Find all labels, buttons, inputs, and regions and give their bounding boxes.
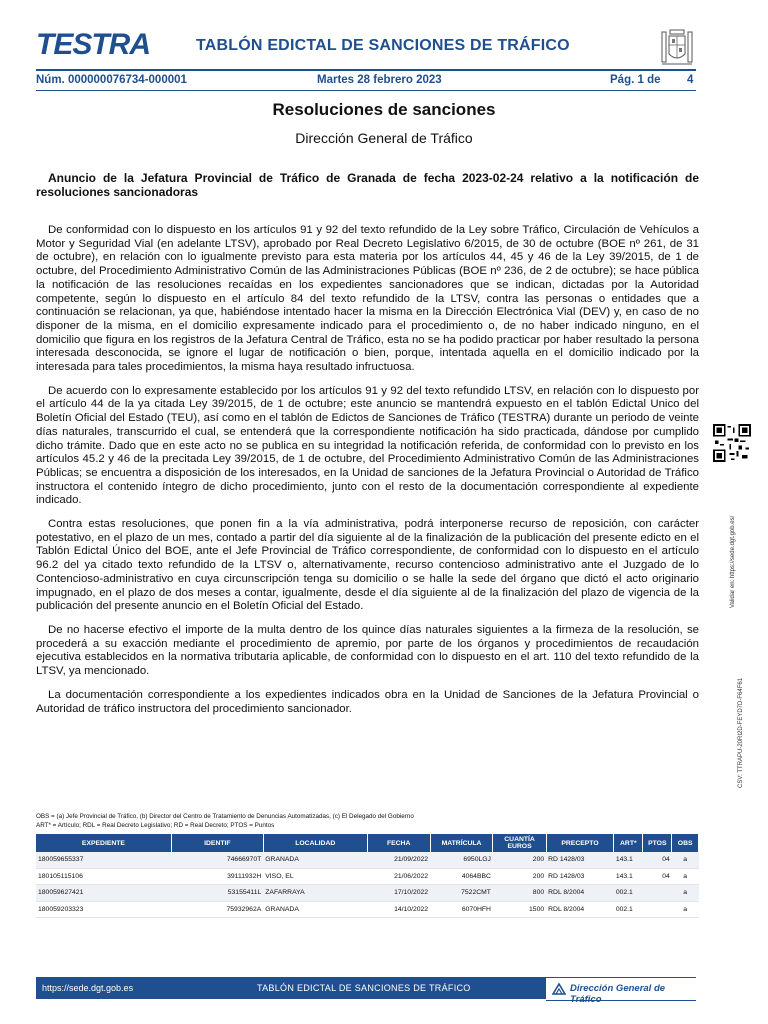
announcement-heading: Anuncio de la Jefatura Provincial de Tráfico de Granada de fecha 2023-02-24 relativo a la notificación de resoluciones sancionadoras [36, 171, 699, 199]
cell-cuantia: 200 [493, 868, 546, 885]
column-header: LOCALIDAD [263, 834, 367, 852]
page: TESTRA TABLÓN EDICTAL DE SANCIONES DE TRÁFICO Núm. 000000076734-000001 Martes 28 febrero 2023 Pág. 1 de 4 Resoluciones de sanciones Dirección General de Tráfico Anuncio de la Jefatura Provincial de Tráfico de Granada de fecha 2023-02-24 relativo a la notificación de resoluciones sancionadoras De conformidad con lo dispuesto en los artículos 91 y 92 del texto refundido de la Ley sobre Tráfico, Circulación de Vehículos a Motor y Seguridad Vial (en adelante LTSV), aprobado por Real Decreto Legislativo 6/2015, de 30 de octubre (BOE nº 261, de 31 de octubre), en relación con lo igualmente previsto para esta materia por los artículos 44, 45 y 46 de la Ley 39/2015, de 1 de octubre, del Procedimiento Administrativo Común de las Administraciones Públicas (BOE nº 236, de 2 de octubre); se hace pública la notificación de las resoluciones recaídas en los expedientes sancionadores que se indican, dictadas por la Autoridad competente, según lo dispuesto en el artículo 84 del texto refundido de la LTSV, contra las personas o entidades que a continuación se relacionan, ya que, habiéndose intentado hacer la misma en la Dirección Electrónica Vial (DEV) y, en caso de no disponer de la misma, en el domicilio expresamente indicado para el procedimiento o, de no haber indicado ninguno, en el domicilio que figura en los registros de la Jefatura Central de Tráfico, esta no se ha podido practicar por haber resultado la persona interesada desconocida, se ignore el lugar de notificación o bien, porque, intentada aquella en el domicilio indicado por la interesada para tales procedimientos, la misma haya resultado infructuosa. De acuerdo con lo expresamente establecido por los artículos 91 y 92 del texto refundido LTSV, en relación con lo dispuesto por el artículo 44 de la ya citada Ley 39/2015, de 1 de octubre; este anuncio se mantendrá expuesto en el tablón Edictal Unico del Boletín Oficial del Estado (TEU), así como en el tablón de Edictos de Sanciones de Tráfico (TESTRA) durante un periodo de veinte días naturales, transcurrido el cual, se entenderá que la correspondiente notificación ha sido practicada, dándose por cumplido dicho trámite. Dado que en este acto no se publica en su integridad la notificación referida, de conformidad con lo previsto en los artículos 45.2 y 46 de la precitada Ley 39/2015, de 1 de octubre, del Procedimiento Administrativo Común de las Administraciones Públicas; se encuentra a disposición de los interesados, en la Unidad de sanciones de la Jefatura Provincial o Autoridad de Tráfico instructora el contenido íntegro de dicho procedimiento, junto con el resto de la documentación correspondiente al expediente indicado. Contra estas resoluciones, que ponen fin a la vía administrativa, podrá interponerse recurso de reposición, con carácter potestativo, en el plazo de un mes, contado a partir del día siguiente al de la finalización de la publicación del presente edicto en el Tablón Edictal Único del BOE, ante el Jefe Provincial de Tráfico correspondiente, de conformidad con lo dispuesto en el artículo 96.2 del ya citado texto refundido de la LTSV o, alternativamente, recurso contencioso administrativo ante el Juzgado de lo Contencioso-administrativo en cuya circunscripción tenga su domicilio o se halle la sede del órgano que dictó el acto originario impugnado, en el plazo de dos meses a contar, igualmente, desde el día siguiente al de la finalización del plazo de vigencia de la publicación del presente anuncio en el Boletín Oficial del Estado. De no hacerse efectivo el importe de la multa dentro de los quince días naturales siguientes a la firmeza de la resolución, se procederá a su exacción mediante el procedimiento de apremio, por parte de los órganos y procedimientos de recaudación ejecutiva establecidos en la normativa tributaria aplicable, de conformidad con lo dispuesto en el art. 110 del texto refundido de la LTSV, ya mencionado. La documentación correspondiente a los expedientes indicados obra en la Unidad de Sanciones de la Jefatura Provincial o Autoridad de tráfico instructora del procedimiento sancionador. Validar en: https://sede.dgt.gob.es/ CSV: TTRAPU-20RI2D-FEYD7D-F64F61 OBS = (a) Jefe Provincial de Tráfico, (b) Director del Centro de Tratamiento de Denuncias Automatizadas, (c) El Delegado del Gobierno ART* = Artículo; RDL = Real Decreto Legislativo; RD = Real Decreto; PTOS = Puntos EXPEDIENTE IDENTIF LOCALIDAD FECHA MATRÍCULA CUANTÍA EUROS PRECEPTO ART* PTOS OBS 180059655337 74666970T GRANADA 21/09/2022 6950LGJ 200 RD 1428/03 143.1 04 a 180105115106 39111932H VISO, EL 21/06/2022 4064BBC 200 RD 1428/03 143.1 04 a 180059627421 53155411L ZAFARRAYA 17/10/2022 7522CMT 800 RDL 8/2004 002.1 a 180059203323 75932962A GRANADA 14/10/2022 6070HFH 1500 RDL 8/2004 002.1 a https://sede.dgt.gob.es TABLÓN EDICTAL DE SANCIONES DE TRÁFICO Dirección General de Tráfico [0, 0, 768, 1024]
page-label: Pág. 1 de [610, 74, 661, 86]
footer-title: TABLÓN EDICTAL DE SANCIONES DE TRÁFICO [257, 983, 471, 993]
cell-obs: a [672, 885, 699, 902]
cell-ptos: 04 [643, 852, 672, 868]
cell-identif: 39111932H [171, 868, 263, 885]
header-rule [36, 69, 696, 71]
page-total: 4 [687, 74, 694, 86]
paragraph: De acuerdo con lo expresamente establecido por los artículos 91 y 92 del texto refundido LTSV, en relación con lo dispuesto por el artículo 44 de la ya citada Ley 39/2015, de 1 de octubre; este anuncio se mantendrá expuesto en el tablón Edictal Unico del Boletín Oficial del Estado (TEU), así como en el tablón de Edictos de Sanciones de Tráfico (TESTRA) durante un periodo de veinte días naturales, transcurrido el cual, se entenderá que la correspondiente notificación ha sido practicada, dándose por cumplido dicho trámite. Dado que en este acto no se publica en su integridad la notificación referida, de conformidad con lo previsto en los artículos 45.2 y 46 de la precitada Ley 39/2015, de 1 de octubre, del Procedimiento Administrativo Común de las Administraciones Públicas; se encuentra a disposición de los interesados, en la Unidad de sanciones de la Jefatura Provincial o Autoridad de Tráfico instructora el contenido íntegro de dicho procedimiento, junto con el resto de la documentación correspondiente al expediente indicado. [36, 384, 699, 507]
column-header: PRECEPTO [546, 834, 614, 852]
cell-identif: 74666970T [171, 852, 263, 868]
meta-bar [36, 74, 696, 90]
cell-matricula: 6950LGJ [430, 852, 493, 868]
paragraph: La documentación correspondiente a los expedientes indicados obra en la Unidad de Sanciones de la Jefatura Provincial o Autoridad de tráfico instructora del procedimiento sancionador. [36, 688, 699, 715]
cell-localidad: GRANADA [263, 852, 367, 868]
cell-precepto: RDL 8/2004 [546, 901, 614, 918]
footer-bar [36, 977, 696, 1005]
cell-art: 002.1 [614, 901, 643, 918]
cell-identif: 53155411L [171, 885, 263, 902]
cell-expediente: 180059203323 [36, 901, 171, 918]
cell-fecha: 17/10/2022 [367, 885, 430, 902]
document-body [36, 224, 699, 726]
meta-rule [36, 90, 696, 91]
column-header: ART* [614, 834, 643, 852]
cell-expediente: 180059655337 [36, 852, 171, 868]
qr-code-icon[interactable] [713, 424, 751, 462]
table-row [36, 868, 699, 885]
dgt-logo [546, 977, 696, 1005]
publication-date: Martes 28 febrero 2023 [317, 74, 442, 86]
document-title: Resoluciones de sanciones [272, 100, 496, 119]
sanctions-table [36, 834, 699, 918]
coat-of-arms-icon [658, 26, 696, 70]
cell-fecha: 21/06/2022 [367, 868, 430, 885]
table-row [36, 852, 699, 868]
footer-url-link[interactable]: https://sede.dgt.gob.es [42, 983, 134, 993]
table-row [36, 901, 699, 918]
legend-obs: OBS = (a) Jefe Provincial de Tráfico, (b) Director del Centro de Tratamiento de Denuncias Automatizadas, (c) El Delegado del Gobierno [36, 813, 414, 820]
table-row [36, 885, 699, 902]
cell-fecha: 14/10/2022 [367, 901, 430, 918]
cell-art: 143.1 [614, 868, 643, 885]
table-header-row [36, 834, 699, 852]
testra-logo: TESTRA [36, 28, 150, 61]
cell-ptos: 04 [643, 868, 672, 885]
column-header: PTOS [643, 834, 672, 852]
header-title: TABLÓN EDICTAL DE SANCIONES DE TRÁFICO [196, 37, 570, 54]
cell-art: 002.1 [614, 885, 643, 902]
cell-cuantia: 800 [493, 885, 546, 902]
cell-cuantia: 200 [493, 852, 546, 868]
cell-matricula: 6070HFH [430, 901, 493, 918]
column-header: EXPEDIENTE [36, 834, 171, 852]
paragraph: Contra estas resoluciones, que ponen fin a la vía administrativa, podrá interponerse recurso de reposición, con carácter potestativo, en el plazo de un mes, contado a partir del día siguiente al de la finalización de la publicación del presente edicto en el Tablón Edictal Único del BOE, ante el Jefe Provincial de Tráfico correspondiente, de conformidad con lo dispuesto en el artículo 96.2 del ya citado texto refundido de la LTSV o, alternativamente, recurso contencioso administrativo ante el Juzgado de lo Contencioso-administrativo en cuya circunscripción tenga su domicilio o se halle la sede del órgano que dictó el acto originario impugnado, en el plazo de dos meses a contar, igualmente, desde el día siguiente al de la finalización del plazo de vigencia de la publicación del presente anuncio en el Boletín Oficial del Estado. [36, 518, 699, 613]
dgt-emblem-icon [552, 982, 566, 996]
cell-ptos [643, 885, 672, 902]
column-header: FECHA [367, 834, 430, 852]
column-header: OBS [672, 834, 699, 852]
cell-localidad: VISO, EL [263, 868, 367, 885]
document-subtitle: Dirección General de Tráfico [295, 130, 473, 146]
cell-fecha: 21/09/2022 [367, 852, 430, 868]
cell-expediente: 180105115106 [36, 868, 171, 885]
paragraph: De conformidad con lo dispuesto en los artículos 91 y 92 del texto refundido de la Ley sobre Tráfico, Circulación de Vehículos a Motor y Seguridad Vial (en adelante LTSV), aprobado por Real Decreto Legislativo 6/2015, de 30 de octubre (BOE nº 261, de 31 de octubre), en relación con lo igualmente previsto para esta materia por los artículos 44, 45 y 46 de la Ley 39/2015, de 1 de octubre, del Procedimiento Administrativo Común de las Administraciones Públicas (BOE nº 236, de 2 de octubre); se hace pública la notificación de las resoluciones recaídas en los expedientes sancionadores que se indican, dictadas por la Autoridad competente, según lo dispuesto en el artículo 84 del texto refundido de la LTSV, contra las personas o entidades que a continuación se relacionan, ya que, habiéndose intentado hacer la misma en la Dirección Electrónica Vial (DEV) y, en caso de no disponer de la misma, en el domicilio expresamente indicado para el procedimiento o, de no haber indicado ninguno, en el domicilio que figura en los registros de la Jefatura Central de Tráfico, esta no se ha podido practicar por haber resultado la persona interesada desconocida, se ignore el lugar de notificación o bien, porque, intentada aquella en el domicilio indicado por la interesada para tales procedimientos, la misma haya resultado infructuosa. [36, 224, 699, 374]
cell-identif: 75932962A [171, 901, 263, 918]
cell-obs: a [672, 901, 699, 918]
paragraph: De no hacerse efectivo el importe de la multa dentro de los quince días naturales siguientes a la firmeza de la resolución, se procederá a su exacción mediante el procedimiento de apremio, por parte de los órganos y procedimientos de recaudación ejecutiva establecidos en la normativa tributaria aplicable, de conformidad con lo dispuesto en el art. 110 del texto refundido de la LTSV, ya mencionado. [36, 623, 699, 678]
cell-localidad: ZAFARRAYA [263, 885, 367, 902]
table-legend [36, 812, 699, 830]
column-header: IDENTIF [171, 834, 263, 852]
cell-art: 143.1 [614, 852, 643, 868]
column-header: MATRÍCULA [430, 834, 493, 852]
cell-matricula: 7522CMT [430, 885, 493, 902]
cell-expediente: 180059627421 [36, 885, 171, 902]
document-number: Núm. 000000076734-000001 [36, 74, 187, 86]
cell-matricula: 4064BBC [430, 868, 493, 885]
cell-cuantia: 1500 [493, 901, 546, 918]
cell-ptos [643, 901, 672, 918]
dgt-brand-label: Dirección General de Tráfico [570, 983, 666, 1005]
cell-precepto: RD 1428/03 [546, 852, 614, 868]
cell-precepto: RDL 8/2004 [546, 885, 614, 902]
cell-obs: a [672, 852, 699, 868]
legend-abbreviations: ART* = Artículo; RDL = Real Decreto Legislativo; RD = Real Decreto; PTOS = Puntos [36, 822, 275, 829]
column-header: CUANTÍA EUROS [493, 834, 546, 852]
cell-obs: a [672, 868, 699, 885]
cell-precepto: RD 1428/03 [546, 868, 614, 885]
cell-localidad: GRANADA [263, 901, 367, 918]
